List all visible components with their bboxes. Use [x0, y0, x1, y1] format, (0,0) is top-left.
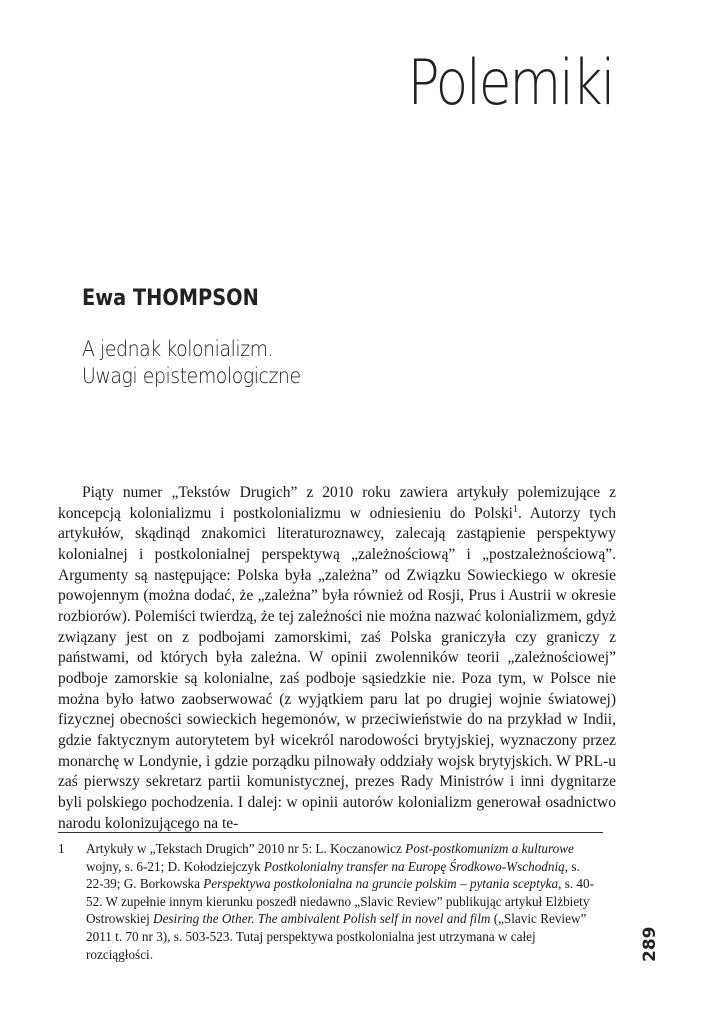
footnote-text-segment: wojny, s. 6-21; D. Kołodziejczyk [86, 858, 264, 874]
footnote-divider [58, 832, 603, 833]
section-title: Polemiki [407, 46, 613, 119]
page-number: 289 [640, 926, 660, 962]
footnote-number: 1 [58, 841, 65, 856]
body-text [58, 483, 616, 834]
footnote-title-ostrowska: Desiring the Other. The ambivalent Polish self in novel and film [153, 911, 491, 927]
body-text-part-2: . Autorzy tych artykułów, skądinąd znakomici literaturoznawcy, zalecają zastąpienie perspektywy kolonialnej i postkolonialnej perspektywą „zależnościową” i „postzależnościową”. Argumenty są następujące: Polska była „zależna” od Związku Sowieckiego w okresie powojennym (można dodać, że „zależna” była również od Rosji, Prus i Austrii w okresie rozbiorów). Polemiści twierdzą, że tej zależności nie można nazwać kolonializmem, gdyż związany jest on z podbojami zamorskimi, zaś Polska graniczyła czy graniczy z państwami, od których była zależna. W opinii zwolenników teorii „zależnościowej” podboje zamorskie są kolonialne, zaś podboje sąsiedzkie nie. Poza tym, w Polsce nie można było łatwo zaobserwować (z wyjątkiem paru lat po drugiej wojnie światowej) fizycznej obecności sowieckich hegemonów, w przeciwieństwie do na przykład w Indii, gdzie faktycznym autorytetem był wicekról narodowości brytyjskiej, wyznaczony przez monarchę w Londynie, i gdzie porządku pilnowały oddziały wojsk brytyjskich. W PRL-u zaś pierwszy sekretarz partii komunistycznej, prezes Rady Ministrów i inni dygnitarze byli polskiego pochodzenia. I dalej: w opinii autorów kolonializm generował osadnictwo narodu kolonizującego na te- [58, 504, 616, 832]
footnote [58, 840, 598, 963]
footnote-text [86, 840, 598, 963]
article-title-line-2: Uwagi epistemologiczne [82, 364, 301, 388]
body-text-part-1: Piąty numer „Tekstów Drugich” z 2010 roku zawiera artykuły polemizujące z koncepcją kolonializmu i postkolonializmu w odniesieniu do Polski [58, 484, 616, 522]
article-title-line-1: A jednak kolonializm. [82, 337, 274, 361]
footnote-title-kolodziejczyk: Postkolonialny transfer na Europę Środkowo-Wschodnią [263, 858, 565, 874]
footnote-reference[interactable]: 1 [512, 503, 518, 515]
footnote-title-borkowska: Perspektywa postkolonialna na gruncie polskim – pytania sceptyka [203, 876, 559, 892]
body-paragraph [58, 483, 616, 834]
footnote-text-segment: , s. 40-52. W zupełnie innym kierunku poszedł niedawno „Slavic Review” publikując artykuł Elżbiety Ostrowskiej [86, 876, 595, 927]
footnote-text-segment: , s. 22-39; G. Borkowska [86, 858, 580, 892]
article-title [82, 336, 301, 390]
article-author: Ewa THOMPSON [82, 286, 259, 311]
footnote-title-koczanowicz: Post-postkomunizm a kulturowe [405, 841, 574, 856]
footnote-text-segment: Artykuły w „Tekstach Drugich” 2010 nr 5: L. Koczanowicz [86, 841, 406, 856]
footnote-text-segment: („Slavic Review” 2011 t. 70 nr 3), s. 503-523. Tutaj perspektywa postkolonialna jest utrzymana w całej rozciągłości. [86, 911, 587, 962]
